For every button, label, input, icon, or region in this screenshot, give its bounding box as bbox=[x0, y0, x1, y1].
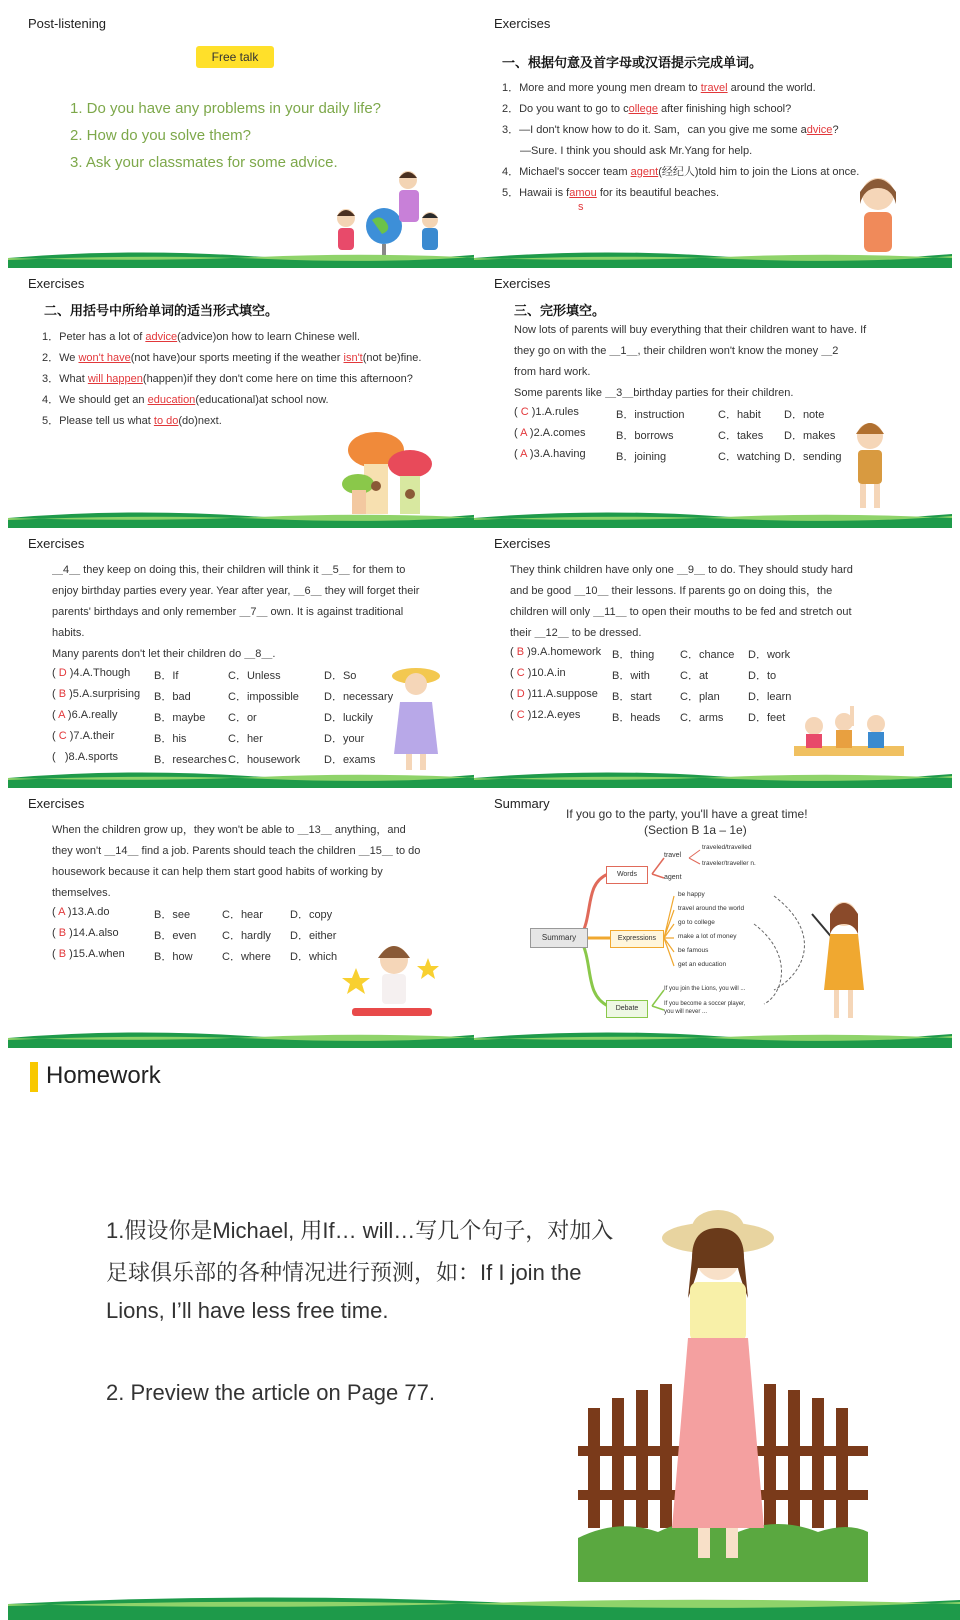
option-c: C．where bbox=[222, 951, 271, 963]
option-d: D．makes bbox=[784, 430, 836, 442]
option-d: D．note bbox=[784, 409, 825, 421]
slide-title: Exercises bbox=[494, 276, 551, 291]
title-accent-bar bbox=[30, 1062, 38, 1092]
option-c: C．Unless bbox=[228, 670, 281, 682]
question-9: ( B )9.A.homework bbox=[510, 646, 602, 658]
option-b: B．researches bbox=[154, 754, 227, 766]
passage-line-4: habits. bbox=[52, 627, 85, 639]
option-b: B．If bbox=[154, 670, 179, 682]
item-4: 4．Michael's soccer team agent(经纪人)told him to join the Lions at once. bbox=[502, 166, 860, 178]
debate-line-2a: If you become a soccer player, bbox=[664, 1001, 746, 1007]
option-b: B．start bbox=[612, 691, 652, 703]
summary-node: Summary bbox=[530, 928, 588, 948]
option-b: B．even bbox=[154, 930, 197, 942]
expr-4: make a lot of money bbox=[678, 933, 737, 940]
option-b: B．heads bbox=[612, 712, 661, 724]
girl-fence-illustration bbox=[578, 1208, 868, 1588]
passage-line-3: from hard work. bbox=[514, 366, 591, 378]
option-c: C．habit bbox=[718, 409, 761, 421]
item-5-extra: s bbox=[578, 201, 584, 213]
expr-1: be happy bbox=[678, 891, 705, 898]
slide-title: Exercises bbox=[28, 796, 85, 811]
option-b: B．with bbox=[612, 670, 650, 682]
slide-title: Exercises bbox=[494, 16, 551, 31]
summary-subheading: (Section B 1a – 1e) bbox=[644, 823, 747, 837]
debate-line-1: If you join the Lions, you will ... bbox=[664, 986, 746, 992]
question-11: ( D )11.A.suppose bbox=[510, 688, 598, 700]
question-6: ( A )6.A.really bbox=[52, 709, 118, 721]
expr-6: get an education bbox=[678, 961, 727, 968]
question-1: 1. Do you have any problems in your daily life? bbox=[70, 100, 382, 117]
homework-line-1: 1.假设你是Michael, 用If… will…写几个句子，对加入 bbox=[106, 1218, 614, 1243]
option-b: B．his bbox=[154, 733, 187, 745]
teacher-illustration bbox=[804, 894, 874, 1024]
grass-ground bbox=[8, 764, 486, 790]
passage-line-3: housework because it can help them start good habits of working by bbox=[52, 866, 383, 878]
slide-exercises-2[interactable] bbox=[8, 268, 486, 530]
slide-exercises-3[interactable] bbox=[474, 268, 952, 530]
question-2: ( A )2.A.comes bbox=[514, 427, 586, 439]
slide-exercises-4[interactable] bbox=[8, 528, 486, 790]
homework-line-3: Lions, I’ll have less free time. bbox=[106, 1298, 389, 1323]
item-1: 1．More and more young men dream to travel around the world. bbox=[502, 82, 816, 94]
option-b: B．see bbox=[154, 909, 191, 921]
item-2: 2．We won't have(not have)our sports meeting if the weather isn't(not be)fine. bbox=[42, 352, 422, 364]
slide-summary[interactable] bbox=[474, 788, 952, 1050]
grass-ground bbox=[474, 504, 952, 530]
option-d: D．luckily bbox=[324, 712, 373, 724]
passage-line-2: enjoy birthday parties every year. Year after year, ＿6＿ they will forget their bbox=[52, 585, 420, 597]
passage-line-3: children will only ＿11＿ to open their mouths to be fed and stretch out bbox=[510, 606, 852, 618]
word-traveler: traveler/traveller n. bbox=[702, 860, 756, 867]
passage-line-4: their ＿12＿ to be dressed. bbox=[510, 627, 642, 639]
grass-ground bbox=[8, 504, 486, 530]
item-5: 5．Please tell us what to do(do)next. bbox=[42, 415, 222, 427]
question-12: ( C )12.A.eyes bbox=[510, 709, 581, 721]
exercise-heading: 二、用括号中所给单词的适当形式填空。 bbox=[44, 303, 279, 318]
homework-line-2: 足球俱乐部的各种情况进行预测，如：If I join the bbox=[106, 1260, 582, 1285]
option-d: D．work bbox=[748, 649, 791, 661]
question-3: 3. Ask your classmates for some advice. bbox=[70, 154, 338, 171]
option-d: D．your bbox=[324, 733, 365, 745]
option-c: C．her bbox=[228, 733, 263, 745]
option-d: D．either bbox=[290, 930, 337, 942]
option-d: D．exams bbox=[324, 754, 376, 766]
grass-ground bbox=[8, 1586, 960, 1620]
item-4: 4．We should get an education(educational)at school now. bbox=[42, 394, 329, 406]
slide-exercises-5[interactable] bbox=[474, 528, 952, 790]
item-3: 3．What will happen(happen)if they don't come here on time this afternoon? bbox=[42, 373, 413, 385]
girl-stars-illustration bbox=[342, 938, 442, 1030]
item-3: 3．—I don't know how to do it. Sam，can you give me some advice? bbox=[502, 124, 839, 136]
passage-line-1: When the children grow up，they won't be able to ＿13＿ anything，and bbox=[52, 824, 406, 836]
option-b: B．maybe bbox=[154, 712, 206, 724]
option-c: C．or bbox=[228, 712, 257, 724]
passage-line-4: Some parents like ＿3＿birthday parties for their children. bbox=[514, 387, 794, 399]
grass-ground bbox=[8, 1024, 486, 1050]
option-b: B．borrows bbox=[616, 430, 674, 442]
expr-5: be famous bbox=[678, 947, 709, 954]
summary-heading: If you go to the party, you'll have a great time! bbox=[566, 807, 808, 821]
option-d: D．to bbox=[748, 670, 777, 682]
girl-hat-illustration bbox=[388, 662, 444, 774]
option-c: C．at bbox=[680, 670, 709, 682]
option-c: C．watching bbox=[718, 451, 781, 463]
option-c: C．plan bbox=[680, 691, 720, 703]
passage-line-2: they won't ＿14＿ find a job. Parents should teach the children ＿15＿ to do bbox=[52, 845, 421, 857]
passage-line-1: Now lots of parents will buy everything that their children want to have. If bbox=[514, 324, 867, 336]
slide-title: Exercises bbox=[28, 276, 85, 291]
option-b: B．thing bbox=[612, 649, 655, 661]
slide-title: Exercises bbox=[494, 536, 551, 551]
option-c: C．hear bbox=[222, 909, 263, 921]
option-b: B．bad bbox=[154, 691, 191, 703]
option-c: C．arms bbox=[680, 712, 724, 724]
exercise-heading: 一、根据句意及首字母或汉语提示完成单词。 bbox=[502, 55, 763, 70]
slide-title: Post-listening bbox=[28, 16, 107, 31]
option-d: D．feet bbox=[748, 712, 786, 724]
option-b: B．joining bbox=[616, 451, 667, 463]
debate-line-2b: you will never ... bbox=[664, 1009, 708, 1015]
word-agent: agent bbox=[664, 874, 682, 881]
question-1: ( C )1.A.rules bbox=[514, 406, 579, 418]
question-10: ( C )10.A.in bbox=[510, 667, 566, 679]
item-2: 2．Do you want to go to college after finishing high school? bbox=[502, 103, 792, 115]
question-14: ( B )14.A.also bbox=[52, 927, 119, 939]
exercise-heading: 三、完形填空。 bbox=[514, 303, 606, 318]
word-traveled: traveled/travelled bbox=[702, 844, 752, 851]
question-3: ( A )3.A.having bbox=[514, 448, 586, 460]
slide-title: Summary bbox=[494, 796, 550, 811]
debate-node: Debate bbox=[606, 1000, 648, 1018]
option-c: C．housework bbox=[228, 754, 301, 766]
passage-line-2: they go on with the ＿1＿, their children won't know the money ＿2 bbox=[514, 345, 839, 357]
option-c: C．chance bbox=[680, 649, 735, 661]
homework-line-4: 2. Preview the article on Page 77. bbox=[106, 1380, 435, 1405]
option-d: D．copy bbox=[290, 909, 333, 921]
slide-exercises-1[interactable] bbox=[474, 8, 952, 270]
passage-line-5: Many parents don't let their children do ＿8＿. bbox=[52, 648, 276, 660]
expressions-node: Expressions bbox=[610, 930, 664, 948]
free-talk-badge: Free talk bbox=[196, 46, 274, 68]
question-7: ( C )7.A.their bbox=[52, 730, 115, 742]
question-15: ( B )15.A.when bbox=[52, 948, 125, 960]
grass-ground bbox=[474, 764, 952, 790]
slide-homework[interactable] bbox=[8, 1048, 960, 1620]
passage-line-4: themselves. bbox=[52, 887, 111, 899]
question-8: ( )8.A.sports bbox=[52, 751, 119, 763]
expr-3: go to college bbox=[678, 919, 715, 926]
question-5: ( B )5.A.surprising bbox=[52, 688, 141, 700]
question-13: ( A )13.A.do bbox=[52, 906, 110, 918]
students-desk-illustration bbox=[794, 700, 904, 766]
words-node: Words bbox=[606, 866, 648, 884]
passage-line-1: ＿4＿ they keep on doing this, their children will think it ＿5＿ for them to bbox=[52, 564, 406, 576]
item-3-reply: —Sure. I think you should ask Mr.Yang for help. bbox=[520, 145, 753, 157]
grass-ground bbox=[474, 1024, 952, 1050]
homework-title: Homework bbox=[46, 1062, 161, 1089]
option-c: C．hardly bbox=[222, 930, 271, 942]
expr-2: travel around the world bbox=[678, 905, 745, 912]
word-travel: travel bbox=[664, 852, 682, 859]
passage-line-2: and be good ＿10＿ their lessons. If parents go on doing this，the bbox=[510, 585, 833, 597]
passage-line-1: They think children have only one ＿9＿ to do. They should study hard bbox=[510, 564, 853, 576]
grass-ground bbox=[474, 244, 952, 270]
option-c: C．impossible bbox=[228, 691, 299, 703]
slide-exercises-6[interactable] bbox=[8, 788, 486, 1050]
option-d: D．sending bbox=[784, 451, 842, 463]
item-1: 1．Peter has a lot of advice(advice)on how to learn Chinese well. bbox=[42, 331, 360, 343]
option-b: B．how bbox=[154, 951, 193, 963]
grass-ground bbox=[8, 244, 486, 270]
question-2: 2. How do you solve them? bbox=[70, 127, 251, 144]
girl-illustration bbox=[846, 418, 894, 514]
question-4: ( D )4.A.Though bbox=[52, 667, 131, 679]
option-d: D．learn bbox=[748, 691, 792, 703]
item-5: 5．Hawaii is famou for its beautiful beaches. bbox=[502, 187, 720, 199]
option-d: D．which bbox=[290, 951, 338, 963]
option-c: C．takes bbox=[718, 430, 764, 442]
option-b: B．instruction bbox=[616, 409, 685, 421]
slide-title: Exercises bbox=[28, 536, 85, 551]
slide-post-listening[interactable] bbox=[8, 8, 486, 270]
passage-line-3: parents' birthdays and only remember ＿7＿ own. It is against traditional bbox=[52, 606, 404, 618]
option-d: D．So bbox=[324, 670, 357, 682]
option-d: D．necessary bbox=[324, 691, 394, 703]
